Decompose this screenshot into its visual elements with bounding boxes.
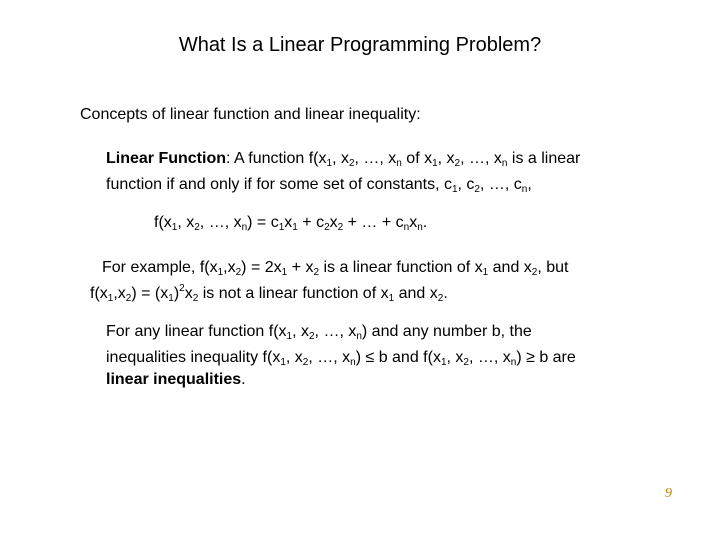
example-line-2: $f(x_1,x_2) = (x_1)^2x_2$ is not a linear function of $x_1$ and $x_2$.	[90, 283, 448, 304]
definition-line-1-text: : A function $f(x_1$, $x_2$, …, $x_n$ of $x_1$, $x_2$, …, $x_n$ is a linear	[226, 150, 581, 169]
inequality-line-3-end: .	[241, 371, 246, 388]
intro-text: Concepts of linear function and linear inequality:	[80, 106, 421, 123]
definition-term: Linear Function	[106, 150, 226, 167]
slide-title: What Is a Linear Programming Problem?	[178, 34, 542, 56]
linear-inequalities-term: linear inequalities	[106, 371, 242, 388]
inequality-line-3	[106, 367, 246, 393]
page-number: 9	[665, 486, 672, 501]
inequality-line-2: inequalities inequality $f(x_1$, $x_2$, …, $x_n) \le b$ and $f(x_1$, $x_2$, …, $x_n) \ge b$ are	[106, 349, 576, 368]
definition-line-1	[106, 146, 580, 172]
inequality-line-1: For any linear function $f(x_1$, $x_2$, …, $x_n$) and any number b, the	[106, 323, 532, 342]
definition-line-2: function if and only if for some set of constants, $c_1$, $c_2$, …, $c_n$,	[106, 176, 532, 195]
linear-function-formula: $f(x_1$, $x_2$, …, $x_n) = c_1x_1 + c_2x_2$ + … + $c_nx_n$.	[154, 214, 428, 233]
example-line-1: For example, $f(x_1,x_2) = 2x_1 + x_2$ is a linear function of $x_1$ and $x_2$, but	[102, 259, 569, 278]
